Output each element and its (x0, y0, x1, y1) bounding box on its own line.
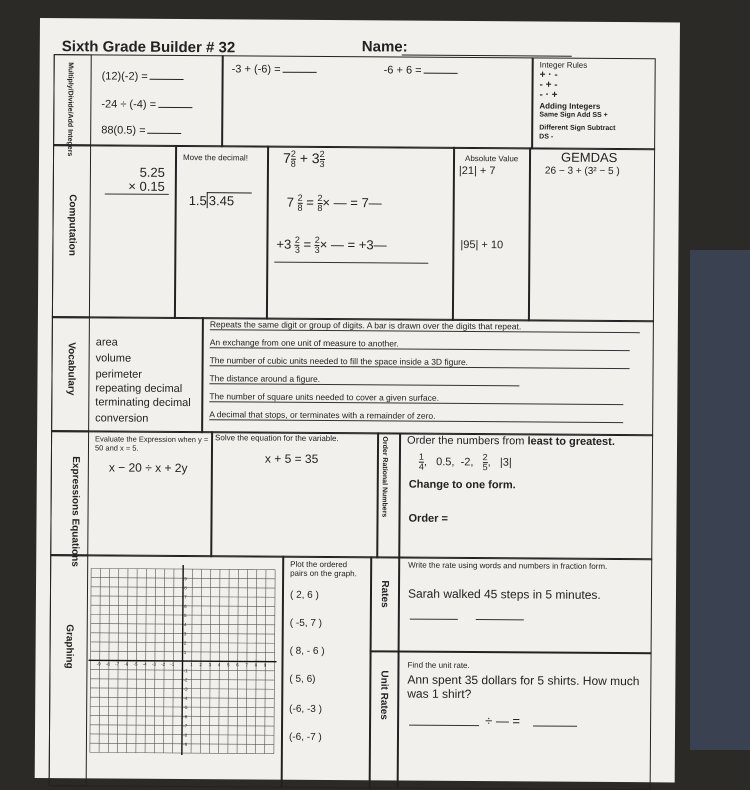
graphing-label-cell (49, 554, 89, 786)
ordered-pair: (-6, -7 ) (288, 731, 322, 743)
graphing-section-label: Graphing (63, 624, 75, 669)
integer-rules-row2: - + - (539, 79, 558, 91)
axis-tick-label: -1 (183, 668, 188, 674)
worksheet-title: Sixth Grade Builder # 32 (61, 38, 236, 57)
axis-tick-label: -8 (183, 732, 188, 738)
change-form-label: Change to one form. (408, 478, 516, 492)
unit-rates-section-label: Unit Rates (378, 670, 390, 720)
vocab-term: repeating decimal (95, 382, 183, 396)
vocab-term: area (95, 336, 118, 349)
integer-rules-row3: - · + (539, 89, 558, 101)
ordered-pair: ( -5, 7 ) (289, 617, 323, 629)
worksheet-page (35, 18, 680, 782)
gemdas-label: GEMDAS (560, 149, 618, 166)
axis-tick-label: 9 (184, 576, 187, 582)
solve-equation: x + 5 = 35 (264, 451, 319, 466)
axis-tick-label: 7 (184, 594, 187, 600)
absolute-value-label: Absolute Value (464, 153, 519, 164)
evaluate-label: Evaluate the Expression when y = 50 and x = 5. (94, 434, 209, 453)
expressions-section-label: Expressions Equations (69, 456, 81, 567)
computation-section-label: Computation (66, 194, 78, 256)
vocab-definition: The number of cubic units needed to fill the space inside a 3D figure. (210, 355, 630, 369)
axis-tick-label: -6 (124, 661, 129, 667)
fraction-step-2: +3 $\frac{2}{3}$ = $\frac{2}{3}$ × — = +3— (276, 234, 387, 255)
problem-3: 88(0.5) = (101, 124, 181, 137)
vocabulary-section-label: Vocabulary (65, 342, 77, 396)
axis-tick-label: 1 (190, 662, 193, 668)
problem-1: (12)(-2) = (102, 70, 184, 83)
axis-tick-label: -3 (183, 686, 188, 692)
problem-4: -3 + (-6) = (232, 63, 317, 76)
axis-tick-label: -4 (183, 695, 188, 701)
axis-tick-label: -6 (183, 714, 188, 720)
problem-2: -24 ÷ (-4) = (101, 98, 192, 111)
solve-label: Solve the equation for the variable. (215, 433, 339, 444)
axis-tick-label: 4 (183, 622, 187, 628)
vocab-definition: Repeats the same digit or group of digits. A bar is drawn over the digits that repeat. (210, 319, 640, 333)
vocab-definition: The distance around a figure. (209, 373, 519, 386)
axis-tick-label: -7 (115, 661, 120, 667)
axis-tick-label: -8 (105, 661, 110, 667)
ordered-pair: (-6, -3 ) (289, 703, 322, 715)
move-decimal-label: Move the decimal! (182, 153, 248, 163)
unit-rates-instruction: Find the unit rate. (407, 660, 470, 671)
abs-problem-2: |95| + 10 (460, 238, 504, 252)
axis-tick-label: 1 (183, 649, 187, 655)
order-title: Order the numbers from least to greatest. (407, 434, 615, 449)
rates-section-label: Rates (378, 580, 391, 608)
integer-rules-row1: + · - (539, 69, 558, 81)
axis-tick-label: -9 (183, 741, 188, 747)
vocab-term: volume (95, 352, 132, 365)
axis-tick-label: 9 (263, 662, 267, 668)
axis-tick-label: -5 (133, 661, 138, 667)
axis-tick-label: 6 (236, 662, 239, 668)
axis-tick-label: -5 (183, 705, 188, 711)
axis-tick-label: -2 (183, 677, 188, 683)
ds-rule: DS - (539, 133, 554, 141)
fraction-step-1: 7 $\frac{2}{8}$ = $\frac{2}{8}$ × — = 7— (286, 192, 382, 213)
name-label: Name: (361, 38, 408, 56)
axis-tick-label: 2 (199, 662, 202, 668)
different-sign-rule: Different Sign Subtract (539, 124, 616, 133)
rates-instruction: Write the rate using words and numbers in fraction form. (408, 560, 608, 571)
long-division: 1.5 3.45 (189, 193, 252, 208)
axis-tick-label: 8 (254, 662, 258, 668)
vocab-definition: An exchange from one unit of measure to another. (210, 337, 630, 351)
axis-tick-label: -3 (151, 661, 156, 667)
axis-tick-label: 3 (183, 631, 187, 637)
same-sign-rule: Same Sign Add SS + (539, 111, 608, 119)
fraction-problem: 7 $\frac{2}{8}$ + 3 $\frac{2}{3}$ (282, 148, 325, 169)
background-fabric (690, 250, 750, 750)
ordered-pair: ( 8, - 6 ) (289, 645, 325, 658)
vocab-term: perimeter (95, 368, 143, 381)
order-values: $\frac{1}{4}$ , 0.5, -2, $\frac{2}{5}$ , |3| (418, 451, 512, 473)
mult-bottom: × 0.15 (128, 178, 165, 194)
evaluate-expression: x − 20 ÷ x + 2y (108, 460, 188, 476)
adding-integers-title: Adding Integers (539, 101, 601, 111)
vocab-definition: A decimal that stops, or terminates with a remainder of zero. (209, 409, 623, 423)
vocab-term: terminating decimal (95, 396, 191, 410)
ordered-pair: ( 2, 6 ) (289, 589, 319, 601)
ordered-pair: ( 5, 6) (289, 673, 316, 685)
plot-label: Plot the ordered pairs on the graph. (290, 559, 357, 579)
abs-problem-1: |21| + 7 (458, 164, 496, 178)
axis-tick-label: 5 (184, 613, 187, 619)
axis-tick-label: -2 (161, 661, 166, 667)
axis-tick-label: 5 (226, 662, 230, 668)
integers-section-label: Multiply/Divide/Add Integers (66, 62, 74, 157)
axis-tick-label: 2 (183, 640, 187, 646)
gemdas-expression: 26 − 3 + (3² − 5 ) (544, 165, 620, 178)
vocab-term: conversion (95, 412, 149, 425)
axis-tick-label: -4 (142, 661, 147, 667)
problem-5: -6 + 6 = (384, 64, 458, 77)
axis-tick-label: 3 (208, 662, 212, 668)
axis-tick-label: 6 (184, 603, 187, 609)
coordinate-grid[interactable] (87, 558, 278, 769)
order-section-label: Order Rational Numbers (380, 436, 389, 518)
axis-tick-label: 7 (245, 662, 248, 668)
axis-tick-label: -1 (170, 661, 175, 667)
integer-rules-title: Integer Rules (539, 60, 588, 70)
unit-rate-ops: ÷ — = (485, 713, 521, 729)
order-answer-label: Order = (408, 512, 448, 525)
unit-rates-problem: Ann spent 35 dollars for 5 shirts. How much was 1 shirt? (407, 672, 640, 702)
rates-problem: Sarah walked 45 steps in 5 minutes. (407, 586, 601, 602)
axis-tick-label: 8 (184, 585, 187, 591)
axis-tick-label: -7 (183, 723, 188, 729)
axis-tick-label: -9 (96, 661, 101, 667)
axis-tick-label: 4 (217, 662, 221, 668)
vocab-definition: The number of square units needed to cover a given surface. (209, 391, 623, 405)
mult-top: 5.25 (139, 164, 165, 180)
